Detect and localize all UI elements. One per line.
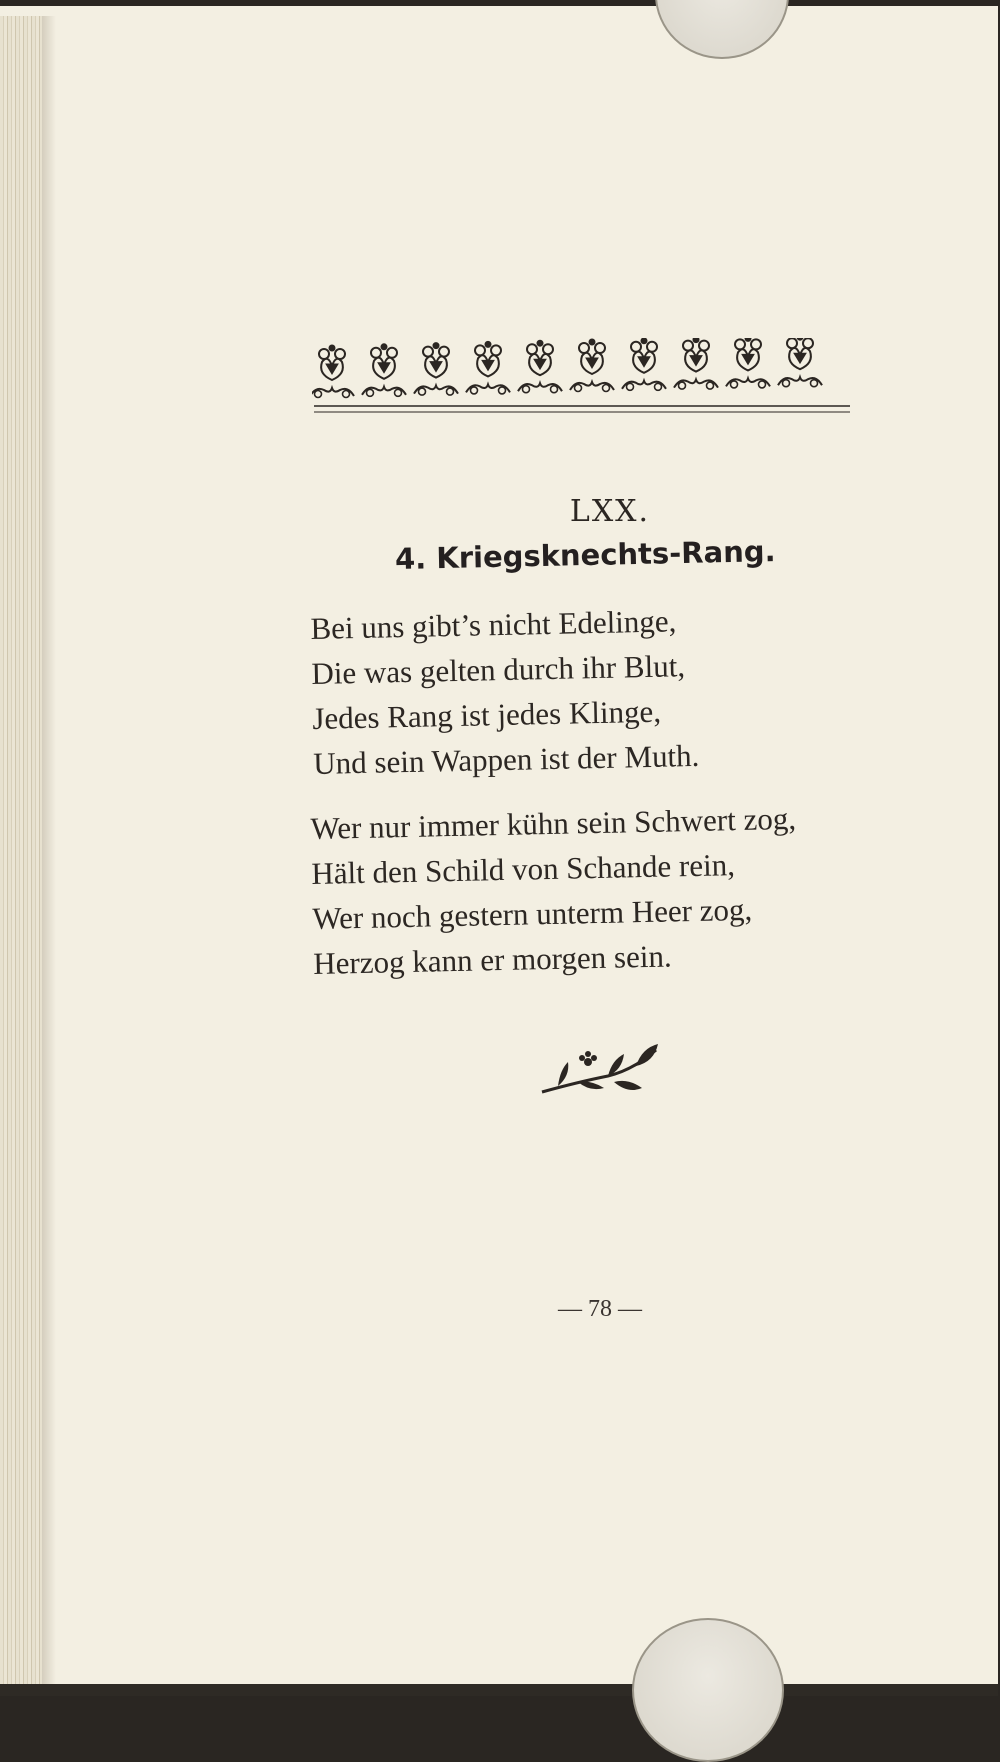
stanza-2 bbox=[310, 793, 934, 986]
page-stack-edge bbox=[0, 16, 42, 1696]
ornament-motif bbox=[414, 343, 458, 396]
verse-line: Jedes Rang ist jedes Klinge, bbox=[311, 693, 662, 736]
verse-line: Hält den Schild von Schande rein, bbox=[311, 847, 736, 891]
ornament-motif bbox=[362, 344, 406, 397]
floral-vignette bbox=[538, 1042, 662, 1100]
ornament-motif bbox=[622, 338, 666, 390]
verse-line: Herzog kann er morgen sein. bbox=[312, 938, 672, 981]
ornament-motif bbox=[674, 338, 718, 389]
ornament-motif bbox=[726, 338, 770, 388]
verse-line: Wer nur immer kühn sein Schwert zog, bbox=[310, 800, 797, 846]
ornament-motif bbox=[518, 340, 562, 393]
ornament-motif bbox=[778, 338, 822, 387]
ornament-motif bbox=[466, 341, 510, 394]
gutter-shadow bbox=[42, 16, 56, 1696]
poem-title: 4. Kriegsknechts-Rang. bbox=[394, 534, 776, 576]
verse-line: Und sein Wappen ist der Muth. bbox=[312, 737, 700, 781]
ornamental-border bbox=[312, 338, 852, 420]
book-page bbox=[0, 6, 998, 1696]
page-clip-bottom bbox=[632, 1618, 784, 1762]
verse-line: Bei uns gibt’s nicht Edelinge, bbox=[310, 603, 677, 646]
ornament-motif bbox=[570, 339, 614, 392]
ornament-motif bbox=[312, 345, 354, 398]
table-surface bbox=[0, 1684, 998, 1696]
verse-line: Die was gelten durch ihr Blut, bbox=[311, 648, 686, 691]
verse-line: Wer noch gestern unterm Heer zog, bbox=[311, 891, 753, 936]
page-number: — 78 — bbox=[558, 1296, 642, 1322]
chapter-number: LXX. bbox=[569, 494, 651, 529]
stanza-1 bbox=[310, 593, 934, 786]
